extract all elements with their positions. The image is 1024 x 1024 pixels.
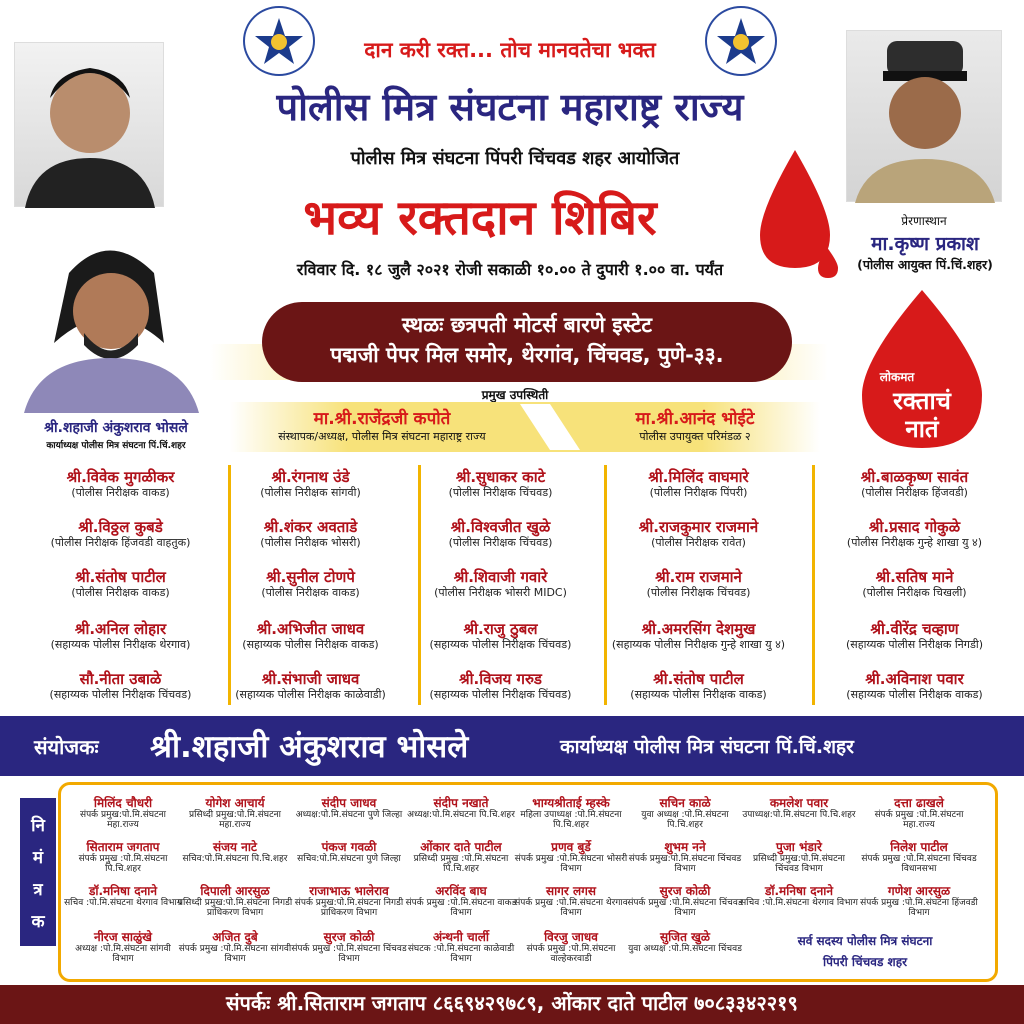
officer-role: (पोलीस निरीक्षक रावेत) (651, 536, 746, 549)
invitee-name: डॉ.मनिषा दनाने (88, 884, 158, 898)
side-label-char: त्र (33, 880, 43, 900)
person-silhouette-icon (15, 43, 165, 208)
chief-guest-1-role: संस्थापक/अध्यक्ष, पोलीस मित्र संघटना महाराष्ट्र राज्य (278, 430, 486, 443)
inspiration-name: मा.कृष्ण प्रकाश (871, 233, 979, 255)
officer-entry (822, 620, 1007, 651)
chief-guest-1-name: मा.श्री.राजेंद्रजी कपोते (313, 409, 451, 429)
officer-role: (पोलीस निरीक्षक गुन्हे शाखा यु ४) (846, 536, 983, 549)
officer-name: श्री.संभाजी जाधव (261, 670, 360, 688)
officer-name: श्री.अविनाश पवार (865, 670, 964, 688)
invitees-side-label (20, 798, 56, 946)
officer-entry (218, 468, 403, 499)
invitee-role: संपर्क प्रमुख :पो.मि.संघटना भोसरी विभाग (514, 854, 628, 874)
officer-name: श्री.विश्वजीत खुळे (450, 518, 551, 536)
column-divider (812, 465, 815, 705)
invitee-role: सचिव :पो.मि.संघटना थेरगाव विभाग (64, 898, 182, 908)
officer-entry (28, 670, 213, 701)
officer-silhouette-icon (847, 31, 1003, 203)
invitee-role: संपर्क प्रमुख :पो.मि.संघटना चिंचवड विभाग (627, 898, 743, 918)
invitee-name: विरजु जाधव (544, 930, 598, 944)
officer-role: (पोलीस निरीक्षक वाकड) (71, 486, 170, 499)
invitee-name: कमलेश पवार (769, 796, 829, 810)
officer-entry (408, 568, 593, 599)
officer-role: (सहाय्यक पोलीस निरीक्षक चिंचवड) (429, 688, 572, 701)
officer-name: श्री.अभिजीत जाधव (256, 620, 365, 638)
police-star-icon (707, 8, 775, 74)
invitee-name: शुभम नने (664, 840, 706, 854)
venue-banner (262, 302, 792, 382)
chief-guest-2-name: मा.श्री.आनंद भोईटे (635, 409, 755, 429)
invitee-name: पुजा भंडारे (776, 840, 822, 854)
side-label-char: क (31, 912, 45, 932)
invitee-role: प्रसिध्दी प्रमुख:पो.मि.संघटना चिंचवड विभाग (753, 854, 845, 874)
chief-guest-2 (570, 406, 820, 444)
invitee-role: सचिव:पो.मि.संघटना पुणे जिल्हा (297, 854, 401, 864)
invitee-role: संपर्क प्रमुख:पो.मि.संघटना महा.राज्य (79, 810, 166, 830)
officer-entry (822, 468, 1007, 499)
invitee-name: सुरज कोळी (323, 930, 375, 944)
police-star-icon (245, 8, 313, 74)
invitee-name: भाग्यश्रीताई म्हस्के (532, 796, 610, 810)
invitee-name: डॉ.मनिषा दनाने (764, 884, 834, 898)
invitee-role: उपाध्यक्ष:पो.मि.संघटना पि.चि.शहर (742, 810, 856, 820)
officer-entry (606, 518, 791, 549)
officer-role: (सहाय्यक पोलीस निरीक्षक वाकड) (242, 638, 379, 651)
inspiration-role: (पोलीस आयुक्त पिं.चिं.शहर) (857, 257, 993, 272)
officer-entry (218, 518, 403, 549)
invitee-name: सिताराम जगताप (86, 840, 160, 854)
left-person-role: कार्याध्यक्ष पोलीस मित्र संघटना पिं.चिं.शहर (46, 441, 186, 451)
officer-role: (सहाय्यक पोलीस निरीक्षक चिंचवड) (49, 688, 192, 701)
officer-role: (सहाय्यक पोलीस निरीक्षक निगडी) (846, 638, 983, 651)
invitee-role: संपर्क प्रमुख :पो.मि.संघटना हिंजवडी विभाग (860, 898, 978, 918)
event-title: भव्य रक्तदान शिबिर (303, 190, 657, 246)
officer-role: (सहाय्यक पोलीस निरीक्षक वाकड) (846, 688, 983, 701)
invitee-name: सचिन काळे (659, 796, 711, 810)
inspiration-caption: प्रेरणास्थान (901, 214, 947, 228)
chief-guest-1 (232, 406, 532, 444)
person-silhouette-icon (14, 233, 204, 413)
invitee-role: युवा अध्यक्ष :पो.मि.संघटना चिंचवड (628, 944, 742, 954)
invitee-name: राजाभाऊ भालेराव (309, 884, 389, 898)
officer-role: (पोलीस निरीक्षक चिंचवड) (448, 486, 553, 499)
officer-role: (सहाय्यक पोलीस निरीक्षक चिंचवड) (429, 638, 572, 651)
officer-role: (सहाय्यक पोलीस निरीक्षक काळेवाडी) (235, 688, 386, 701)
chief-guests-heading: प्रमुख उपस्थिती (481, 388, 549, 402)
officer-name: श्री.प्रसाद गोकुळे (868, 518, 961, 536)
commissioner-photo (846, 30, 1002, 202)
invitee-role: अध्यक्ष:पो.मि.संघटना पुणे जिल्हा (295, 810, 403, 820)
officer-entry (408, 468, 593, 499)
officer-name: सौ.नीता उबाळे (79, 670, 162, 688)
invitee-role: प्रसिध्दी प्रमुख:पो.मि.संघटना निगडी प्राधिकरण विभाग (177, 898, 293, 918)
invitee-role: महिला उपाध्यक्ष :पो.मि.संघटना पि.चि.शहर (520, 810, 622, 830)
invitee-role: संपर्क प्रमुख :पो.मि.संघटना पि.चि.शहर (78, 854, 168, 874)
invitee-name: संदीप जाधव (321, 796, 377, 810)
venue-line-1: स्थळः छत्रपती मोटर्स बारणे इस्टेट (402, 313, 652, 337)
invitee-role: प्रसिध्दी प्रमुख:पो.मि.संघटना महा.राज्य (189, 810, 281, 830)
invitee-name: पंकज गवळी (321, 840, 377, 854)
subtitle: पोलीस मित्र संघटना पिंपरी चिंचवड शहर आयोजित (350, 148, 680, 169)
officer-entry (606, 620, 791, 651)
officer-name: श्री.वीरेंद्र चव्हाण (870, 620, 959, 638)
invitee-name: निलेश पाटील (890, 840, 948, 854)
officer-entry (606, 670, 791, 701)
convener-photo (14, 233, 204, 413)
officer-name: श्री.राजकुमार राजमाने (638, 518, 759, 536)
officer-role: (पोलीस निरीक्षक भोसरी) (260, 536, 361, 549)
officer-role: (सहाय्यक पोलीस निरीक्षक गुन्हे शाखा यु ४) (611, 638, 786, 651)
invitee-name: सुरज कोळी (659, 884, 711, 898)
officer-name: श्री.सतिष माने (875, 568, 954, 586)
invitees-footer-line-1: सर्व सदस्य पोलीस मित्र संघटना (797, 934, 933, 948)
invitee-name: सागर लगस (545, 884, 597, 898)
officer-name: श्री.अमरसिंग देशमुख (641, 620, 756, 638)
officer-entry (28, 620, 213, 651)
invitee-role: युवा अध्यक्ष :पो.मि.संघटना पि.चि.शहर (641, 810, 729, 830)
slogan: दान करी रक्त... तोच मानवतेचा भक्त (364, 38, 656, 62)
invitee-role: सचिव :पो.मि.संघटना थेरगाव विभाग (740, 898, 858, 908)
officer-name: श्री.विठ्ठल कुबडे (78, 518, 163, 536)
invitee-name: मिलिंद चौधरी (93, 796, 153, 810)
invitee-name: अरविंद बाघ (435, 884, 487, 898)
officer-role: (पोलीस निरीक्षक चिंचवड) (448, 536, 553, 549)
invitee-name: अंन्थनी चार्ली (433, 930, 489, 944)
invitee-name: ओंकार दाते पाटील (420, 840, 502, 854)
invitee-role: संपर्क प्रमुख :पो.मि.संघटना चिंचवड विधानसभा (861, 854, 977, 874)
officer-name: श्री.राम राजमाने (655, 568, 742, 586)
officer-name: श्री.संतोष पाटील (653, 670, 744, 688)
invitee-name: गणेश आरसुळ (887, 884, 951, 898)
officer-role: (पोलीस निरीक्षक सांगवी) (260, 486, 361, 499)
date-line: रविवार दि. १८ जुलै २०२१ रोजी सकाळी १०.०० ते दुपारी १.०० वा. पर्यंत (296, 260, 724, 279)
officer-name: श्री.अनिल लोहार (74, 620, 167, 638)
officer-name: श्री.सुधाकर काटे (455, 468, 546, 486)
invitee-role: संपर्क प्रमुख :पो.मि.संघटना थेरगाव विभाग (514, 898, 628, 918)
officer-entry (218, 670, 403, 701)
org-logo-right (705, 6, 777, 76)
invitee-role: संपर्क प्रमुख :पो.मि.संघटना महा.राज्य (874, 810, 964, 830)
contact-bar (0, 985, 1024, 1024)
officer-role: (पोलीस निरीक्षक हिंजवडी) (861, 486, 968, 499)
invitees-footer-line-2: पिंपरी चिंचवड शहर (823, 955, 907, 969)
officer-entry (218, 620, 403, 651)
officer-role: (पोलीस निरीक्षक चिखली) (862, 586, 967, 599)
officer-entry (606, 568, 791, 599)
officer-entry (28, 468, 213, 499)
officer-entry (822, 518, 1007, 549)
officer-role: (पोलीस निरीक्षक हिंजवडी वाहतुक) (50, 536, 191, 549)
officer-entry (822, 670, 1007, 701)
invitees-footer (740, 932, 990, 970)
org-logo-left (243, 6, 315, 76)
lokmat-line-1: रक्ताचं (893, 387, 951, 415)
officers-grid (0, 460, 1024, 710)
chief-guest-2-role: पोलीस उपायुक्त परिमंडळ २ (639, 430, 751, 443)
officer-name: श्री.बाळकृष्ण सावंत (860, 468, 969, 486)
officer-name: श्री.विवेक मुगळीकर (66, 468, 175, 486)
convener-label: संयोजकः (34, 735, 99, 759)
officer-name: श्री.रंगनाथ उंडे (271, 468, 350, 486)
invitee-name: दत्ता ढाखले (894, 796, 944, 810)
invitee-name: संदीप नखाते (433, 796, 489, 810)
founder-photo (14, 42, 164, 207)
officer-role: (सहाय्यक पोलीस निरीक्षक वाकड) (630, 688, 767, 701)
lokmat-line-2: नातं (905, 415, 939, 443)
lokmat-logo (842, 290, 1002, 450)
convener-bar (0, 716, 1024, 776)
officer-name: श्री.शंकर अवताडे (263, 518, 358, 536)
invitee-role: संपर्क प्रमुख:पो.मि.संघटना चिंचवड विभाग (628, 854, 742, 874)
invitee-role: सचिव:पो.मि.संघटना पि.चि.शहर (182, 854, 288, 864)
invitee-role: संपर्क प्रमुख:पो.मि.संघटना निगडी प्राधिकरण विभाग (294, 898, 404, 918)
officer-role: (पोलीस निरीक्षक भोसरी MIDC) (434, 586, 567, 599)
invitee-role: अध्यक्ष :पो.मि.संघटना सांगवी विभाग (75, 944, 171, 964)
officer-entry (28, 568, 213, 599)
officer-entry (408, 670, 593, 701)
invitee-name: योगेश आचार्य (205, 796, 265, 810)
convener-role: कार्याध्यक्ष पोलीस मित्र संघटना पिं.चिं.शहर (560, 736, 854, 758)
venue-line-2: पद्मजी पेपर मिल समोर, थेरगांव, चिंचवड, पुणे-३३. (330, 343, 724, 367)
officer-name: श्री.विजय गरुड (459, 670, 542, 688)
officer-name: श्री.सुनील टोणपे (266, 568, 355, 586)
invitee-name: प्रणव बुर्डे (551, 840, 591, 854)
officer-entry (822, 568, 1007, 599)
invitee-role: संपर्क प्रमुख :पो.मि.संघटना सांगवी विभाग (178, 944, 292, 964)
officer-name: श्री.संतोष पाटील (75, 568, 166, 586)
invitee-role: संपर्क प्रमुख :पो.मि.संघटना चिंचवड विभाग (291, 944, 407, 964)
invitee-role: संघटक :पो.मि.संघटना काळेवाडी विभाग (407, 944, 515, 964)
lokmat-brand: लोकमत (879, 370, 915, 384)
officer-role: (पोलीस निरीक्षक वाकड) (261, 586, 360, 599)
left-person-name: श्री.शहाजी अंकुशराव भोसले (44, 420, 188, 436)
officer-entry (218, 568, 403, 599)
side-label-char: मं (32, 848, 44, 868)
officer-entry (606, 468, 791, 499)
officer-role: (पोलीस निरीक्षक चिंचवड) (646, 586, 751, 599)
officer-role: (पोलीस निरीक्षक वाकड) (71, 586, 170, 599)
contact-text: संपर्कः श्री.सिताराम जगताप ८६६९४२९७८९, ओंकार दाते पाटील ७०८३३४२२१९ (226, 991, 798, 1015)
officer-entry (408, 518, 593, 549)
officer-name: श्री.मिलिंद वाघमारे (648, 468, 749, 486)
officer-name: श्री.राजु ठुबल (463, 620, 538, 638)
invitee-role: संपर्क प्रमुख :पो.मि.संघटना वाल्हेकरवाडी (526, 944, 616, 964)
officer-entry (408, 620, 593, 651)
officer-role: (पोलीस निरीक्षक पिंपरी) (649, 486, 748, 499)
invitee-role: संपर्क प्रमुख :पो.मि.संघटना वाकड विभाग (405, 898, 517, 918)
officer-role: (सहाय्यक पोलीस निरीक्षक थेरगाव) (50, 638, 191, 651)
invitee-name: अजित दुबे (212, 930, 258, 944)
invitee-name: सुजित खुळे (659, 930, 711, 944)
side-label-char: नि (31, 816, 45, 836)
convener-name: श्री.शहाजी अंकुशराव भोसले (150, 729, 469, 765)
invitee-role: अध्यक्ष:पो.मि.संघटना पि.चि.शहर (407, 810, 515, 820)
invitee-name: दिपाली आरसुळ (200, 884, 270, 898)
invitee-role: प्रसिध्दी प्रमुख :पो.मि.संघटना पि.चि.शहर (413, 854, 509, 874)
invitee-name: नीरज साळुंखे (94, 930, 152, 944)
officer-entry (28, 518, 213, 549)
org-title: पोलीस मित्र संघटना महाराष्ट्र राज्य (276, 85, 744, 129)
officer-name: श्री.शिवाजी गवारे (453, 568, 548, 586)
invitee-name: संजय नाटे (213, 840, 257, 854)
